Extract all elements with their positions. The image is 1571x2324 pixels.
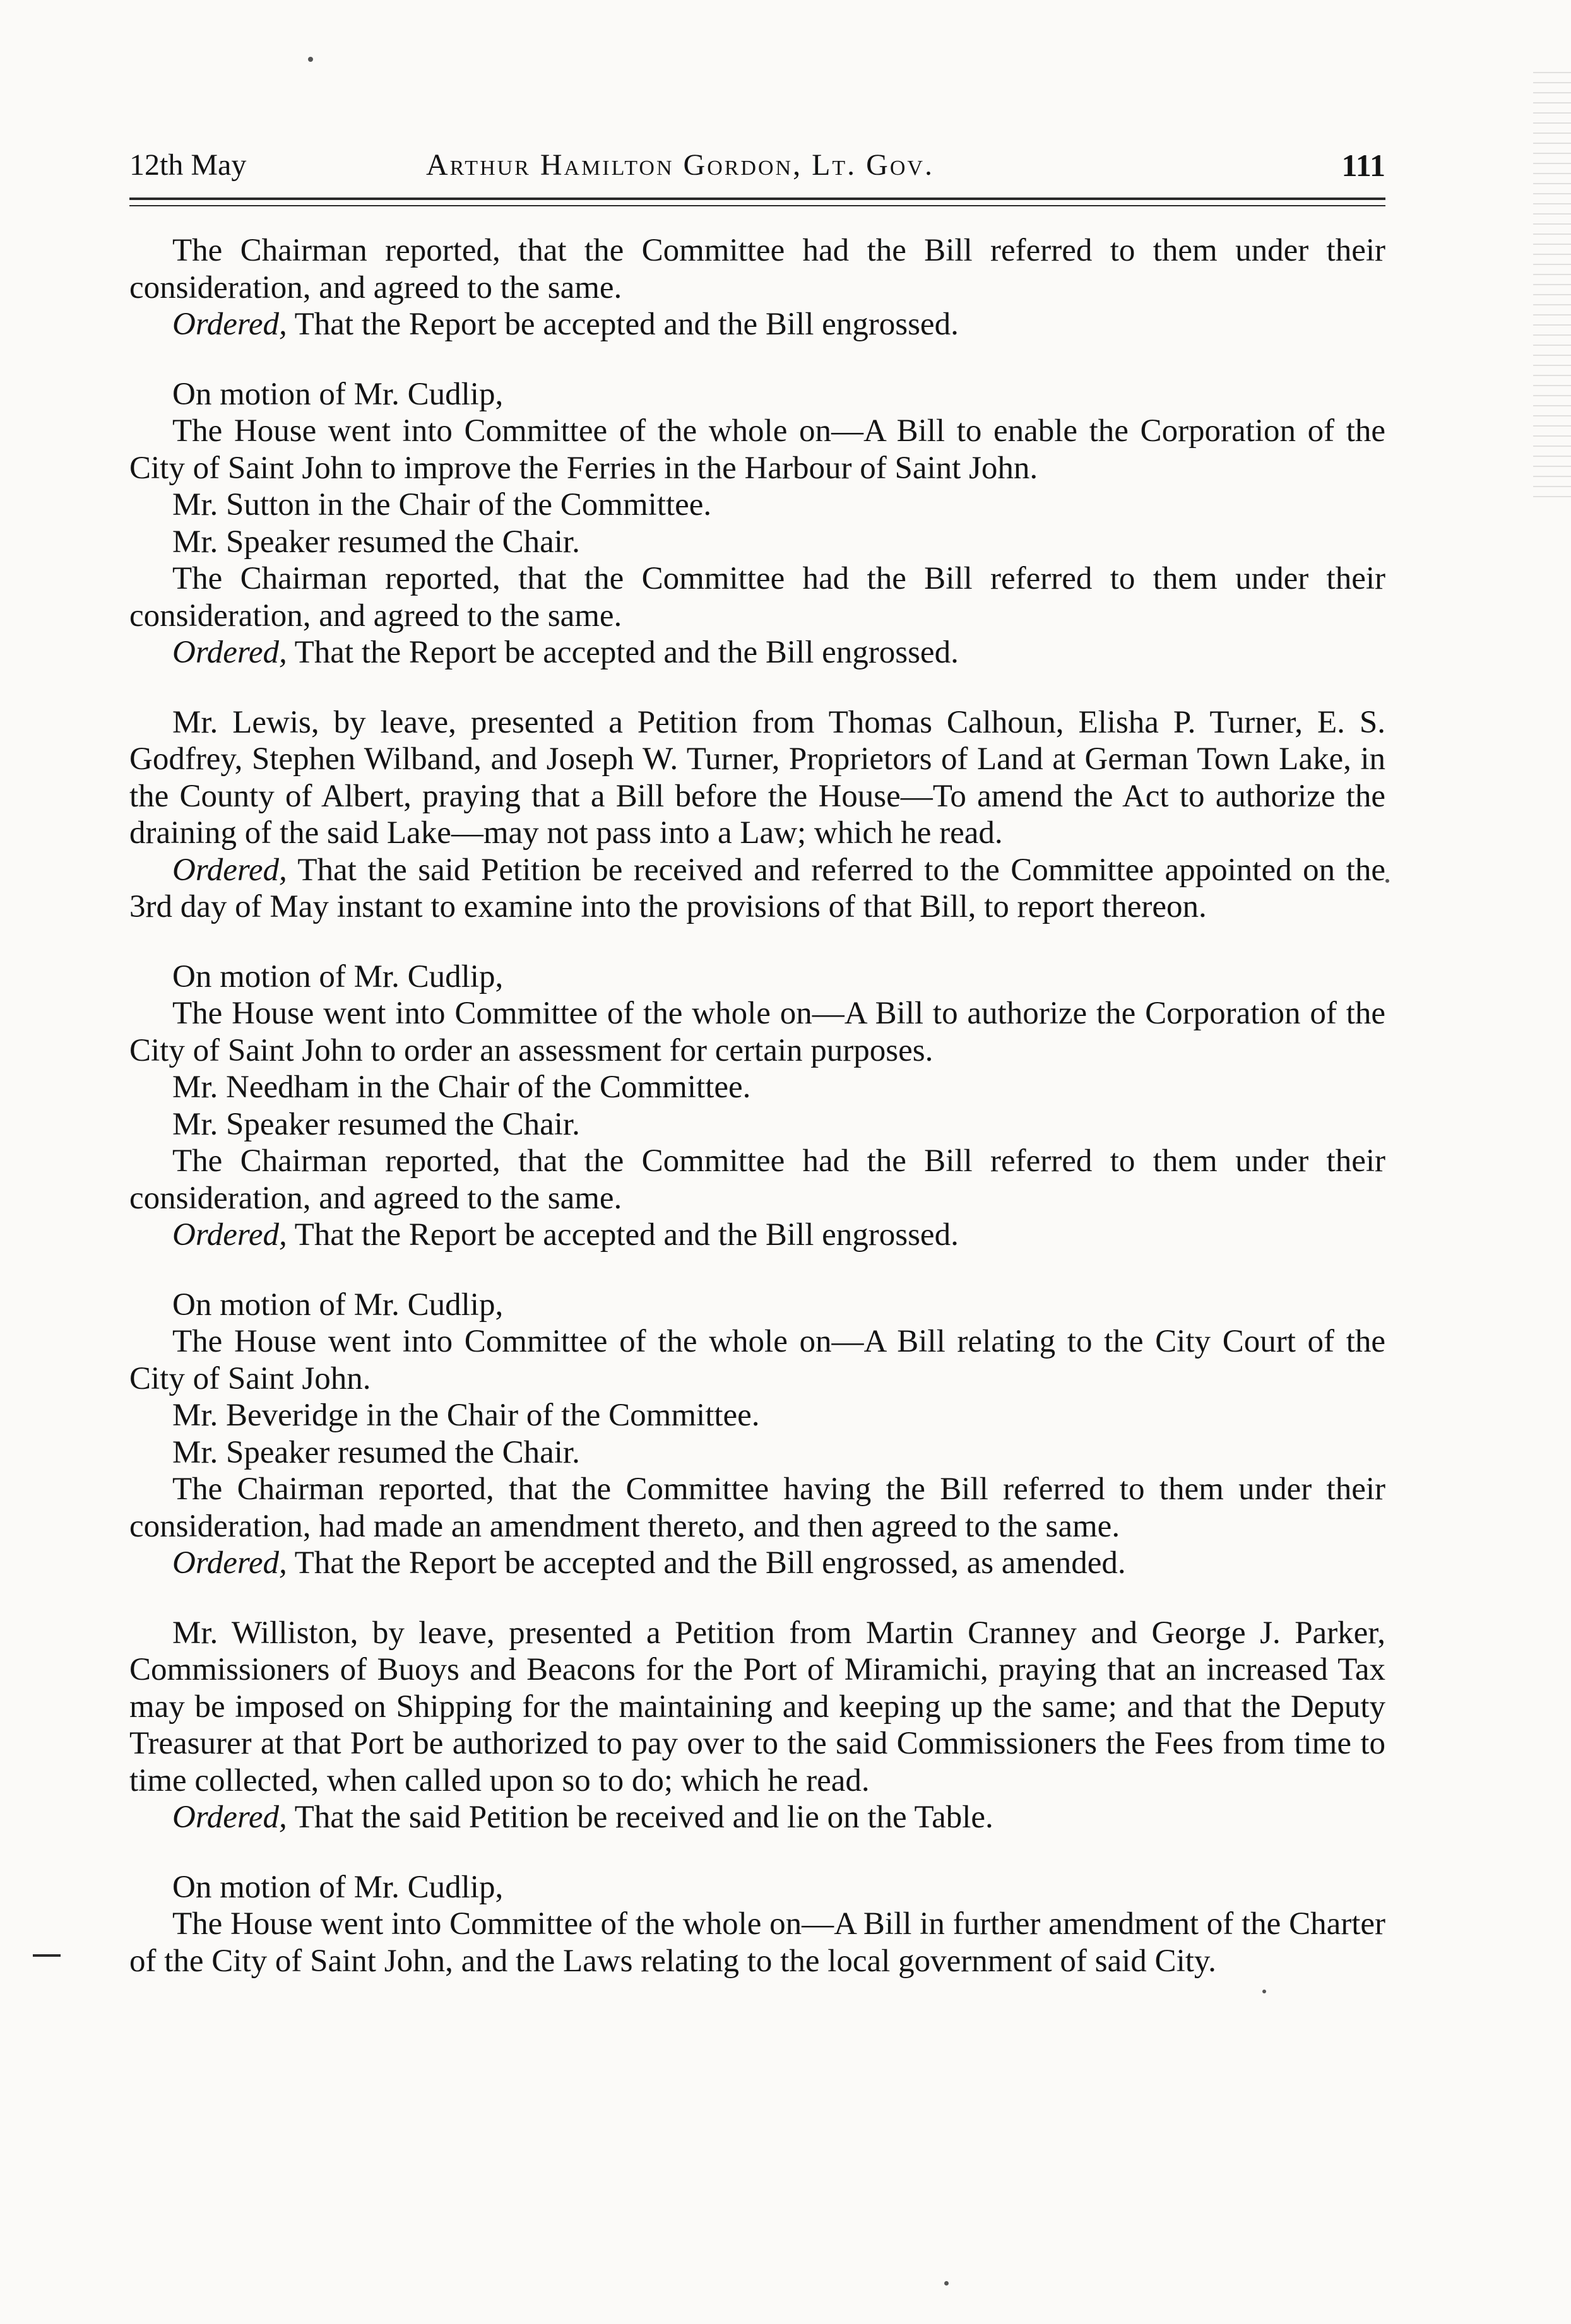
paragraph: Ordered, That the said Petition be received and lie on the Table. — [172, 1800, 993, 1835]
scan-speck — [308, 57, 313, 62]
header-rule — [129, 198, 1385, 200]
paragraph: Mr. Sutton in the Chair of the Committee. — [172, 487, 712, 522]
paragraph: Ordered, That the said Petition be received and referred to the Committee appointed on the 3rd day of May instant to examine into the provisions of that Bill, to report thereon. — [129, 852, 1385, 924]
header-date: 12th May — [129, 148, 247, 182]
paragraph: On motion of Mr. Cudlip, — [172, 959, 504, 994]
paragraph: The Chairman reported, that the Committee had the Bill referred to them under their consideration, and agreed to the same. — [129, 1143, 1385, 1216]
header-title: Arthur Hamilton Gordon, Lt. Gov. — [426, 148, 934, 182]
margin-mark — [33, 1954, 61, 1957]
running-header — [129, 140, 1385, 191]
paragraph: Mr. Speaker resumed the Chair. — [172, 1434, 580, 1470]
page-number: 111 — [1341, 148, 1385, 183]
paragraph: Mr. Speaker resumed the Chair. — [172, 524, 580, 560]
paragraph: The House went into Committee of the whole on—A Bill in further amendment of the Charter of the City of Saint John, and the Laws relating to the local government of said City. — [129, 1906, 1385, 1979]
paragraph: Ordered, That the Report be accepted and the Bill engrossed, as amended. — [172, 1545, 1126, 1581]
paragraph: On motion of Mr. Cudlip, — [172, 376, 504, 412]
paragraph: Mr. Speaker resumed the Chair. — [172, 1106, 580, 1142]
paragraph: The Chairman reported, that the Committee had the Bill referred to them under their consideration, and agreed to the same. — [129, 561, 1385, 634]
paragraph: The House went into Committee of the whole on—A Bill relating to the City Court of the City of Saint John. — [129, 1324, 1385, 1396]
paragraph: The Chairman reported, that the Committee having the Bill referred to them under their consideration, had made an amendment thereto, and then agreed to the same. — [129, 1472, 1385, 1544]
paragraph: On motion of Mr. Cudlip, — [172, 1287, 504, 1323]
paragraph: Ordered, That the Report be accepted and the Bill engrossed. — [172, 1217, 959, 1253]
paragraph: Mr. Williston, by leave, presented a Petition from Martin Cranney and George J. Parker, Commissioners of Buoys and Beacons for the Port of Miramichi, praying that an increased Tax may be imposed on Shipping for the maintaining and keeping up the same; and that the Deputy Treasurer at that Port be authorized to pay over to the said Commissioners the Fees from time to time collected, when called upon so to do; which he read. — [129, 1615, 1385, 1798]
paragraph: Mr. Beveridge in the Chair of the Committee. — [172, 1398, 760, 1433]
scan-speck — [944, 2281, 949, 2286]
paragraph: Ordered, That the Report be accepted and the Bill engrossed. — [172, 307, 959, 342]
paragraph: The House went into Committee of the whole on—A Bill to authorize the Corporation of the City of Saint John to order an assessment for certain purposes. — [129, 996, 1385, 1068]
scan-speck — [1385, 879, 1389, 883]
paragraph: Mr. Needham in the Chair of the Committee. — [172, 1070, 751, 1105]
paragraph: The Chairman reported, that the Committee had the Bill referred to them under their consideration, and agreed to the same. — [129, 233, 1385, 305]
paragraph: Mr. Lewis, by leave, presented a Petition from Thomas Calhoun, Elisha P. Turner, E. S. Godfrey, Stephen Wilband, and Joseph W. Turner, Proprietors of Land at German Town Lake, in the County of Albert, praying that a Bill before the House—To amend the Act to authorize the draining of the said Lake—may not pass into a Law; which he read. — [129, 704, 1385, 851]
header-rule-thin — [129, 205, 1385, 206]
page-body — [129, 232, 1385, 1979]
paragraph: On motion of Mr. Cudlip, — [172, 1869, 504, 1905]
scan-edge-noise — [1533, 63, 1571, 505]
paragraph: Ordered, That the Report be accepted and the Bill engrossed. — [172, 635, 959, 670]
scan-speck — [1262, 1990, 1266, 1993]
paragraph: The House went into Committee of the whole on—A Bill to enable the Corporation of the City of Saint John to improve the Ferries in the Harbour of Saint John. — [129, 413, 1385, 486]
